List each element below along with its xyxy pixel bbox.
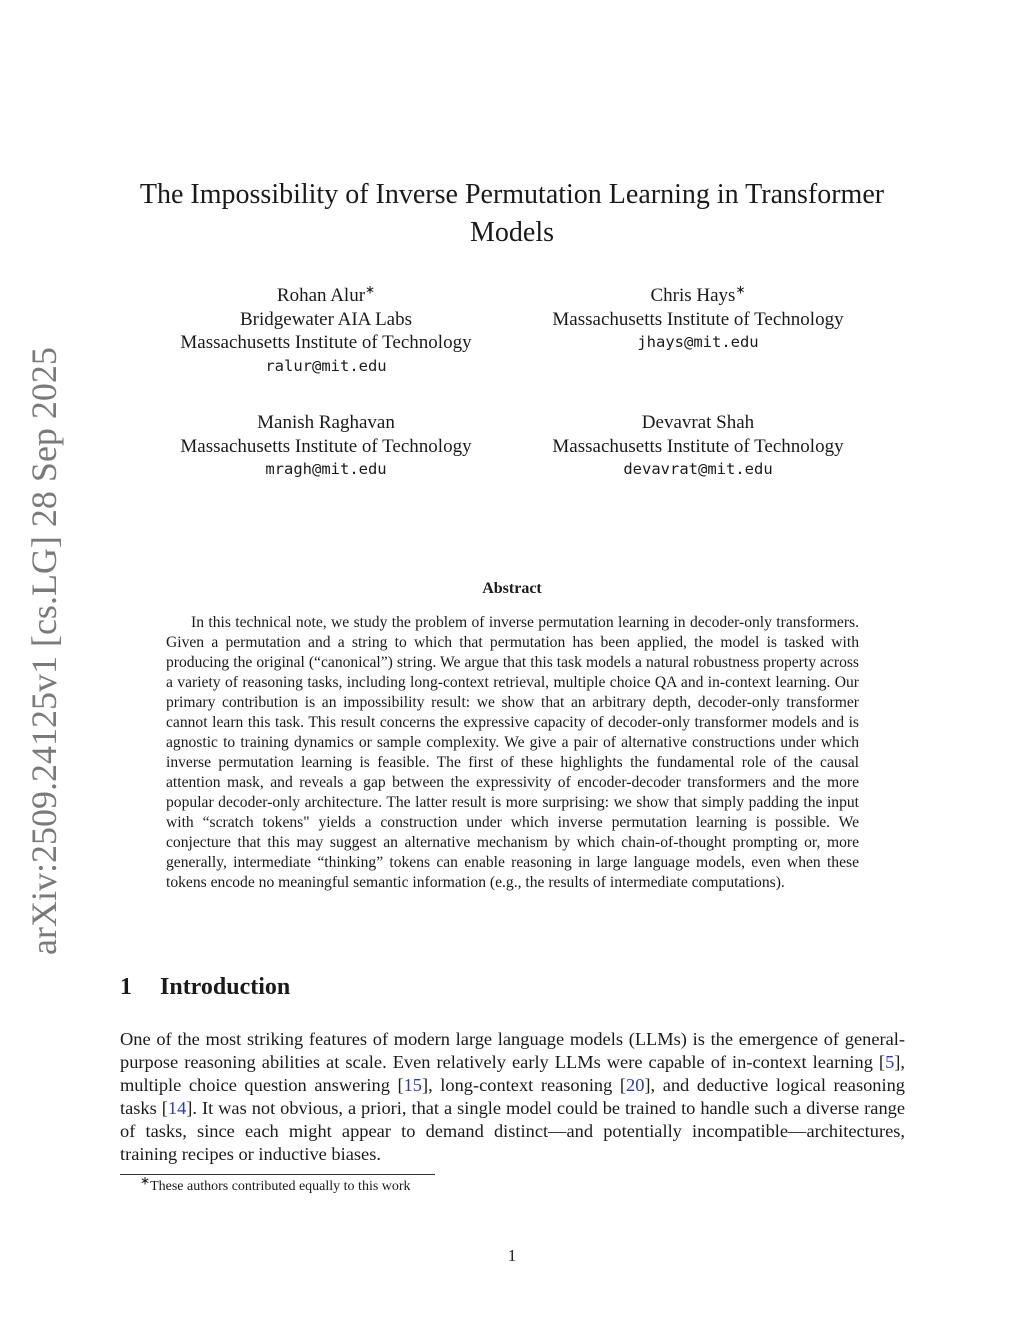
- author-block-3: [146, 411, 506, 482]
- citation-link[interactable]: 14: [167, 1098, 187, 1118]
- section-title: Introduction: [160, 974, 291, 1000]
- footnote-text: These authors contributed equally to this work: [150, 1179, 411, 1194]
- author-block-1: [146, 284, 506, 378]
- citation-link[interactable]: 20: [626, 1075, 645, 1095]
- abstract-text: In this technical note, we study the problem of inverse permutation learning in decoder-only transformers. Given a permutation and a string to which that permutation has been applied, the model is tasked with producing the original (“canonical”) string. We argue that this task models a natural robustness property across a variety of reasoning tasks, including long-context retrieval, multiple choice QA and in-context learning. Our primary contribution is an impossibility result: we show that an arbitrary depth, decoder-only transformer cannot learn this task. This result concerns the expressive capacity of decoder-only transformer models and is agnostic to training dynamics or sample complexity. We give a pair of alternative constructions under which inverse permutation learning is feasible. The first of these highlights the fundamental role of the causal attention mask, and reveals a gap between the expressivity of encoder-decoder transformers and the more popular decoder-only architecture. The latter result is more surprising: we show that simply padding the input with “scratch tokens" yields a construction under which inverse permutation learning is possible. We conjecture that this may suggest an alternative mechanism by which chain-of-thought prompting or, more generally, intermediate “thinking” tokens can enable reasoning in large language models, even when these tokens encode no meaningful semantic information (e.g., the results of intermediate computations).: [166, 614, 859, 891]
- footnote-rule: [120, 1174, 435, 1175]
- author-block-2: [518, 284, 878, 355]
- footnote-mark: ∗: [140, 1173, 151, 1188]
- author-affiliation: Massachusetts Institute of Technology: [552, 308, 844, 330]
- author-email[interactable]: ralur@mit.edu: [265, 356, 387, 375]
- author-affiliation: Bridgewater AIA Labs: [239, 308, 412, 330]
- citation-link[interactable]: 15: [403, 1075, 422, 1095]
- arxiv-identifier[interactable]: arXiv:2509.24125v1 [cs.LG] 28 Sep 2025: [24, 347, 64, 955]
- footnote: [140, 1173, 411, 1195]
- author-affiliation: Massachusetts Institute of Technology: [180, 435, 472, 457]
- author-mark: ∗: [735, 282, 746, 297]
- abstract-heading: Abstract: [482, 580, 542, 597]
- author-email[interactable]: jhays@mit.edu: [637, 333, 759, 351]
- author-name: Manish Raghavan: [257, 412, 395, 433]
- intro-paragraph: One of the most striking features of modern large language models (LLMs) is the emergence of general-purpose reasoning abilities at scale. Even relatively early LLMs were capable of in-context learning [5], multiple choice question answering [15], long-context reasoning [20], and deductive logical reasoning tasks [14]. It was not obvious, a priori, that a single model could be trained to handle such a diverse range of tasks, since each might appear to demand distinct—and potentially incompatible—architectures, training recipes or inductive biases.: [120, 1029, 905, 1164]
- section-number: 1: [120, 974, 132, 1000]
- author-affiliation: Massachusetts Institute of Technology: [180, 332, 472, 353]
- paper-title: The Impossibility of Inverse Permutation Learning in Transformer Models: [139, 179, 885, 248]
- author-email[interactable]: mragh@mit.edu: [265, 460, 387, 478]
- author-block-4: [518, 411, 878, 482]
- author-name: Devavrat Shah: [641, 412, 755, 433]
- author-mark: ∗: [365, 282, 376, 297]
- author-name: Rohan Alur∗: [276, 282, 376, 306]
- section-heading: [120, 974, 290, 1001]
- page-number: 1: [507, 1246, 517, 1265]
- author-name: Chris Hays∗: [650, 282, 746, 306]
- citation-link[interactable]: 5: [885, 1052, 895, 1072]
- author-email[interactable]: devavrat@mit.edu: [623, 460, 773, 478]
- author-affiliation: Massachusetts Institute of Technology: [552, 435, 844, 457]
